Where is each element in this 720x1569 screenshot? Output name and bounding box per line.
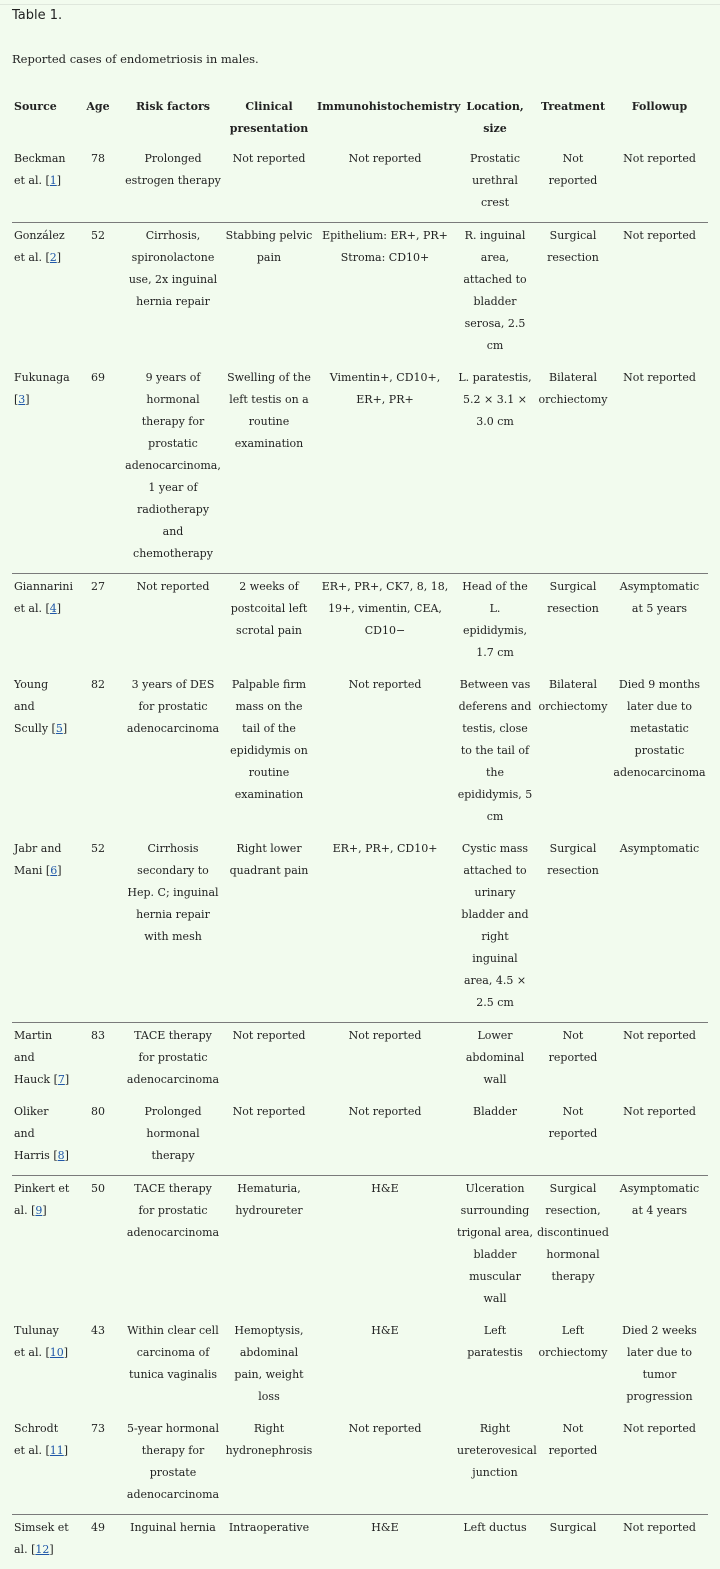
cell-immunohistochemistry: H&E: [315, 1318, 455, 1416]
cell-treatment: Not reported: [535, 1023, 611, 1100]
cell-immunohistochemistry: H&E: [315, 1515, 455, 1569]
table-row: [12, 672, 708, 836]
cell-followup: Asymptomatic: [611, 836, 708, 1023]
cell-location-size: Left paratestis: [455, 1318, 535, 1416]
cell-location-size: Left ductus: [455, 1515, 535, 1569]
cell-age: 43: [73, 1318, 123, 1416]
cell-immunohistochemistry: Not reported: [315, 1416, 455, 1515]
col-header-clinical-presentation: Clinical presentation: [223, 94, 315, 146]
table-row: [12, 1176, 708, 1319]
cell-location-size: R. inguinal area, attached to bladder serosa, 2.5 cm: [455, 223, 535, 366]
source-text: Young and Scully: [14, 678, 52, 735]
source-text: Schrodt et al.: [14, 1422, 58, 1457]
cell-source: Young and Scully [5]: [12, 672, 73, 836]
col-header-location-size: Location, size: [455, 94, 535, 146]
reference-link[interactable]: 3: [18, 393, 25, 406]
cell-age: 80: [73, 1099, 123, 1176]
table-row: [12, 1023, 708, 1100]
cell-followup: Asymptomatic at 5 years: [611, 574, 708, 673]
cell-risk-factors: Cirrhosis secondary to Hep. C; inguinal hernia repair with mesh: [123, 836, 223, 1023]
source-text: Giannarini et al.: [14, 580, 73, 615]
cell-source: Martin and Hauck [7]: [12, 1023, 73, 1100]
cell-followup: Not reported: [611, 1099, 708, 1176]
reference-link[interactable]: 6: [50, 864, 57, 877]
cell-treatment: Not reported: [535, 1099, 611, 1176]
reference-link[interactable]: 5: [56, 722, 63, 735]
source-text: González et al.: [14, 229, 65, 264]
cell-age: 83: [73, 1023, 123, 1100]
cell-clinical-presentation: Not reported: [223, 146, 315, 223]
cell-location-size: Cystic mass attached to urinary bladder and right inguinal area, 4.5 × 2.5 cm: [455, 836, 535, 1023]
reference-link[interactable]: 8: [58, 1149, 65, 1162]
cell-source: Oliker and Harris [8]: [12, 1099, 73, 1176]
cell-followup: Not reported: [611, 365, 708, 574]
cell-clinical-presentation: 2 weeks of postcoital left scrotal pain: [223, 574, 315, 673]
cell-treatment: Surgical resection: [535, 574, 611, 673]
cell-clinical-presentation: Stabbing pelvic pain: [223, 223, 315, 366]
cell-clinical-presentation: Not reported: [223, 1099, 315, 1176]
table-row: [12, 1515, 708, 1569]
col-header-age: Age: [73, 94, 123, 146]
cell-risk-factors: Prolonged hormonal therapy: [123, 1099, 223, 1176]
table-row: [12, 574, 708, 673]
cell-age: 78: [73, 146, 123, 223]
reference-link[interactable]: 9: [35, 1204, 42, 1217]
cell-treatment: Not reported: [535, 1416, 611, 1515]
cell-source: Fukunaga [3]: [12, 365, 73, 574]
cell-risk-factors: Inguinal hernia: [123, 1515, 223, 1569]
source-text: Tulunay et al.: [14, 1324, 59, 1359]
cell-immunohistochemistry: Epithelium: ER+, PR+ Stroma: CD10+: [315, 223, 455, 366]
source-text: Oliker and Harris: [14, 1105, 53, 1162]
cell-treatment: Left orchiectomy: [535, 1318, 611, 1416]
reference-link[interactable]: 12: [35, 1543, 49, 1556]
col-header-source: Source: [12, 94, 73, 146]
cell-risk-factors: TACE therapy for prostatic adenocarcinoma: [123, 1023, 223, 1100]
cell-followup: Not reported: [611, 146, 708, 223]
cell-location-size: Bladder: [455, 1099, 535, 1176]
cell-risk-factors: Within clear cell carcinoma of tunica vaginalis: [123, 1318, 223, 1416]
source-text: Jabr and Mani: [14, 842, 61, 877]
cell-risk-factors: Prolonged estrogen therapy: [123, 146, 223, 223]
table-row: [12, 223, 708, 366]
cell-risk-factors: Not reported: [123, 574, 223, 673]
cell-clinical-presentation: Right lower quadrant pain: [223, 836, 315, 1023]
cell-source: Simsek et al. [12]: [12, 1515, 73, 1569]
cell-risk-factors: 9 years of hormonal therapy for prostatic adenocarcinoma, 1 year of radiotherapy and chemotherapy: [123, 365, 223, 574]
header-row: [12, 94, 708, 146]
cell-treatment: Surgical resection: [535, 836, 611, 1023]
cell-immunohistochemistry: H&E: [315, 1176, 455, 1319]
cell-immunohistochemistry: Not reported: [315, 1099, 455, 1176]
table-row: [12, 1416, 708, 1515]
table-row: [12, 146, 708, 223]
reference-link[interactable]: 4: [50, 602, 57, 615]
cell-age: 50: [73, 1176, 123, 1319]
cell-followup: Asymptomatic at 4 years: [611, 1176, 708, 1319]
reference-link[interactable]: 10: [50, 1346, 64, 1359]
reference-link[interactable]: 11: [50, 1444, 64, 1457]
cell-clinical-presentation: Intraoperative: [223, 1515, 315, 1569]
table-row: [12, 1099, 708, 1176]
cell-immunohistochemistry: Not reported: [315, 146, 455, 223]
cell-clinical-presentation: Not reported: [223, 1023, 315, 1100]
cell-followup: Not reported: [611, 1515, 708, 1569]
cell-followup: Not reported: [611, 1023, 708, 1100]
cell-clinical-presentation: Swelling of the left testis on a routine examination: [223, 365, 315, 574]
source-text: Martin and Hauck: [14, 1029, 54, 1086]
cell-immunohistochemistry: Vimentin+, CD10+, ER+, PR+: [315, 365, 455, 574]
cell-age: 27: [73, 574, 123, 673]
cell-treatment: Surgical resection: [535, 223, 611, 366]
source-text: Fukunaga: [14, 371, 70, 384]
cell-clinical-presentation: Hematuria, hydroureter: [223, 1176, 315, 1319]
top-divider: [0, 4, 720, 5]
cell-followup: Not reported: [611, 223, 708, 366]
cell-location-size: L. paratestis, 5.2 × 3.1 × 3.0 cm: [455, 365, 535, 574]
cell-treatment: Surgical resection, discontinued hormonal therapy: [535, 1176, 611, 1319]
cell-immunohistochemistry: Not reported: [315, 672, 455, 836]
cell-source: González et al. [2]: [12, 223, 73, 366]
endometriosis-cases-table: [12, 94, 708, 1569]
cell-immunohistochemistry: ER+, PR+, CK7, 8, 18, 19+, vimentin, CEA, CD10−: [315, 574, 455, 673]
cell-age: 52: [73, 836, 123, 1023]
cell-age: 73: [73, 1416, 123, 1515]
cell-clinical-presentation: Hemoptysis, abdominal pain, weight loss: [223, 1318, 315, 1416]
cell-location-size: Head of the L. epididymis, 1.7 cm: [455, 574, 535, 673]
cell-source: Schrodt et al. [11]: [12, 1416, 73, 1515]
cell-source: Giannarini et al. [4]: [12, 574, 73, 673]
col-header-risk-factors: Risk factors: [123, 94, 223, 146]
col-header-followup: Followup: [611, 94, 708, 146]
table-label: Table 1.: [12, 8, 62, 23]
cell-treatment: Bilateral orchiectomy: [535, 365, 611, 574]
cell-location-size: Between vas deferens and testis, close to the tail of the epididymis, 5 cm: [455, 672, 535, 836]
cell-age: 49: [73, 1515, 123, 1569]
col-header-treatment: Treatment: [535, 94, 611, 146]
table-row: [12, 365, 708, 574]
cell-age: 52: [73, 223, 123, 366]
table-row: [12, 1318, 708, 1416]
cell-source: Tulunay et al. [10]: [12, 1318, 73, 1416]
cell-clinical-presentation: Right hydronephrosis: [223, 1416, 315, 1515]
col-header-immunohistochemistry: Immunohistochemistry: [315, 94, 455, 146]
table-row: [12, 836, 708, 1023]
cell-age: 82: [73, 672, 123, 836]
cell-followup: Died 2 weeks later due to tumor progression: [611, 1318, 708, 1416]
cell-immunohistochemistry: Not reported: [315, 1023, 455, 1100]
cell-age: 69: [73, 365, 123, 574]
reference-link[interactable]: 2: [50, 251, 57, 264]
reference-link[interactable]: 7: [58, 1073, 65, 1086]
cell-risk-factors: 3 years of DES for prostatic adenocarcinoma: [123, 672, 223, 836]
cell-source: Pinkert et al. [9]: [12, 1176, 73, 1319]
cell-treatment: Not reported: [535, 146, 611, 223]
cell-source: Beckman et al. [1]: [12, 146, 73, 223]
cell-location-size: Right ureterovesical junction: [455, 1416, 535, 1515]
cell-location-size: Ulceration surrounding trigonal area, bladder muscular wall: [455, 1176, 535, 1319]
cell-risk-factors: 5-year hormonal therapy for prostate adenocarcinoma: [123, 1416, 223, 1515]
cell-treatment: Bilateral orchiectomy: [535, 672, 611, 836]
cell-followup: Not reported: [611, 1416, 708, 1515]
cell-source: Jabr and Mani [6]: [12, 836, 73, 1023]
cell-immunohistochemistry: ER+, PR+, CD10+: [315, 836, 455, 1023]
reference-link[interactable]: 1: [50, 174, 57, 187]
cell-followup: Died 9 months later due to metastatic prostatic adenocarcinoma: [611, 672, 708, 836]
cell-risk-factors: Cirrhosis, spironolactone use, 2x inguinal hernia repair: [123, 223, 223, 366]
table-caption: Reported cases of endometriosis in males.: [12, 52, 259, 66]
source-text: Simsek et al.: [14, 1521, 69, 1556]
cell-clinical-presentation: Palpable firm mass on the tail of the epididymis on routine examination: [223, 672, 315, 836]
cell-location-size: Prostatic urethral crest: [455, 146, 535, 223]
cell-location-size: Lower abdominal wall: [455, 1023, 535, 1100]
source-text: Beckman et al.: [14, 152, 66, 187]
cell-risk-factors: TACE therapy for prostatic adenocarcinoma: [123, 1176, 223, 1319]
source-text: Pinkert et al.: [14, 1182, 69, 1217]
cell-treatment: Surgical: [535, 1515, 611, 1569]
